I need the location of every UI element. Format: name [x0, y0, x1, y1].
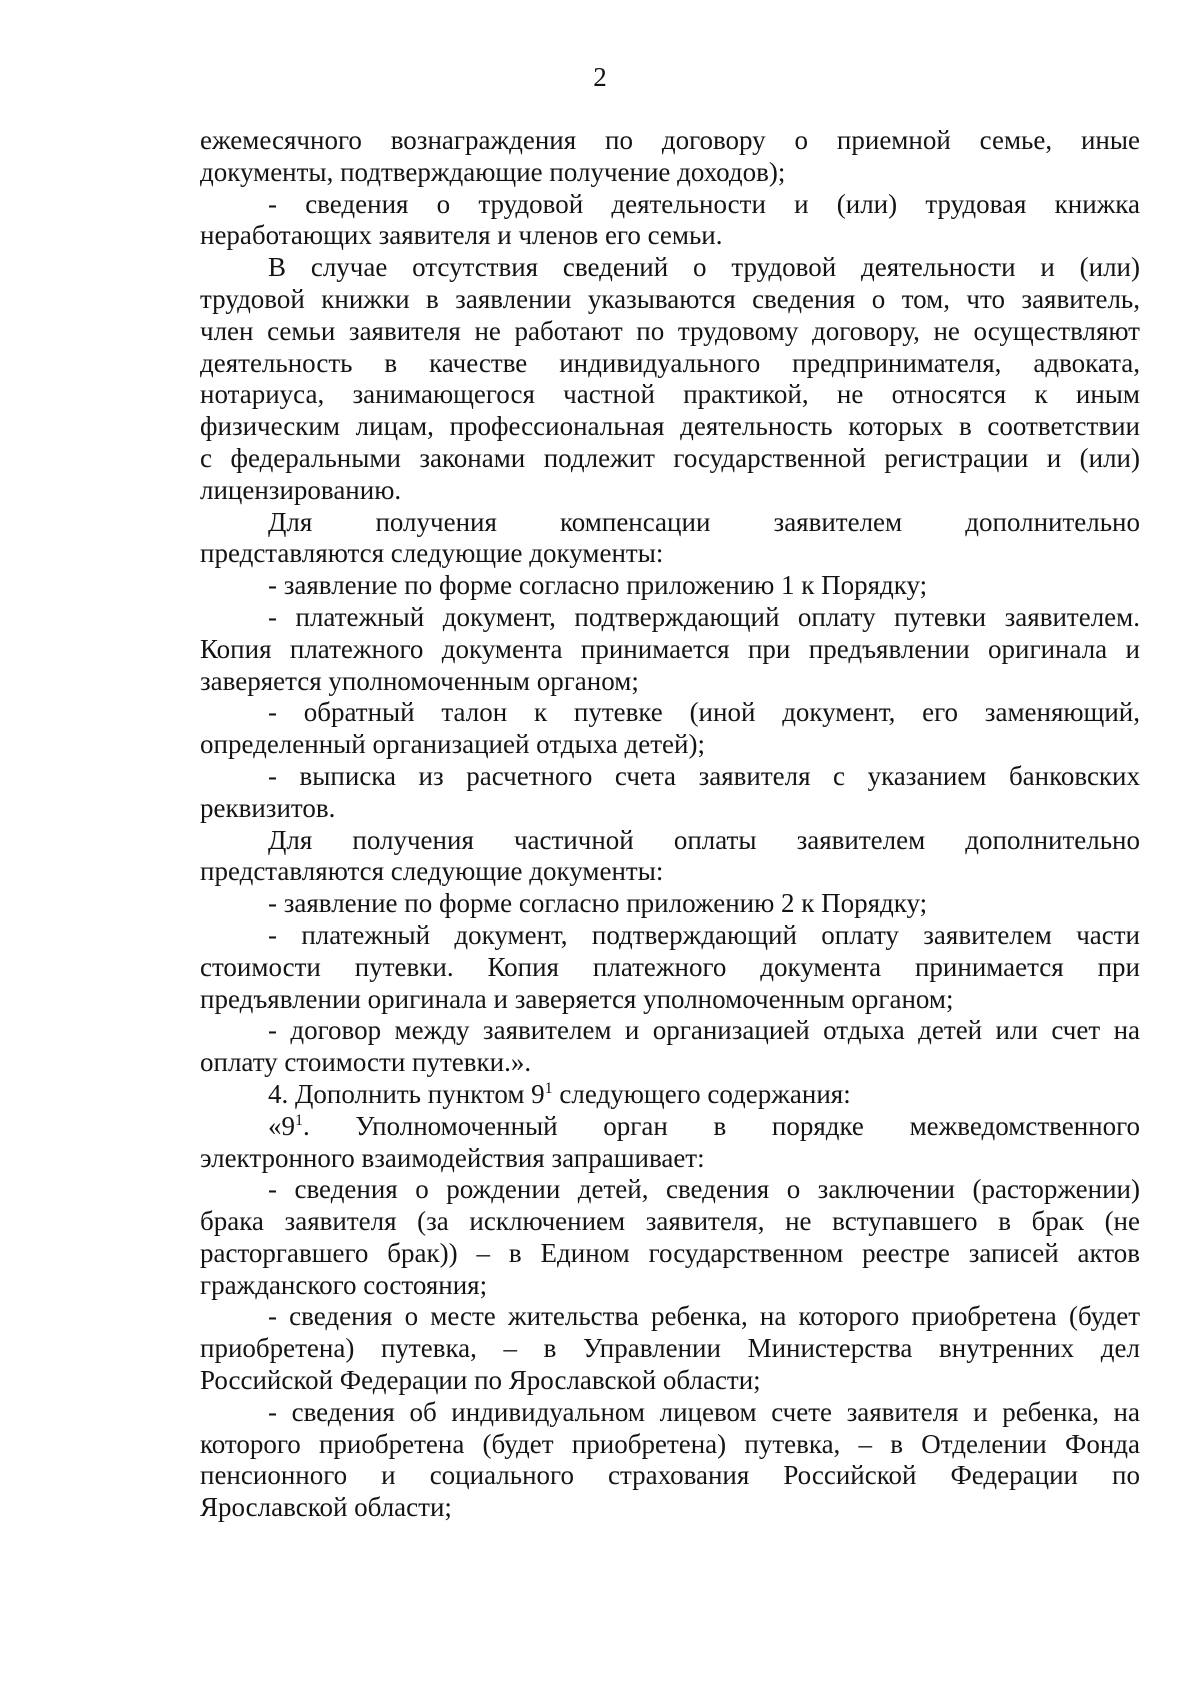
paragraph-line: представляются следующие документы: — [200, 856, 664, 887]
paragraph-line: В случае отсутствия сведений о трудовой деятельности и (или) — [268, 252, 1140, 283]
paragraph-line: документы, подтверждающие получение доходов); — [200, 156, 786, 187]
item-9-1-paragraph-line2: электронного взаимодействия запрашивает: — [200, 1142, 705, 1173]
paragraph-line: - заявление по форме согласно приложению 1 к Порядку; — [268, 570, 928, 601]
paragraph-line: - сведения об индивидуальном лицевом счете заявителя и ребенка, на — [268, 1396, 1140, 1427]
paragraph-line: лицензированию. — [200, 474, 402, 505]
item-9-1-paragraph-line1 — [200, 1111, 1140, 1143]
item-9-1-text-b: . Уполномоченный орган в порядке межведомственного — [303, 1110, 1140, 1141]
item-4-superscript: 1 — [544, 1079, 553, 1097]
paragraph-line: реквизитов. — [200, 792, 336, 823]
paragraph-line: пенсионного и социального страхования Российской Федерации по — [200, 1460, 1140, 1491]
paragraph-line: которого приобретена (будет приобретена) путевка, – в Отделении Фонда — [200, 1428, 1140, 1459]
item-4-paragraph — [200, 1079, 1140, 1111]
paragraph-line: Ярославской области; — [200, 1492, 452, 1523]
paragraph-line: физическим лицам, профессиональная деятельность которых в соответствии — [200, 411, 1140, 442]
paragraph-line: - платежный документ, подтверждающий оплату заявителем части — [268, 919, 1140, 950]
paragraph-line: - сведения о рождении детей, сведения о заключении (расторжении) — [268, 1174, 1140, 1205]
paragraph-line: стоимости путевки. Копия платежного документа принимается при — [200, 951, 1140, 982]
paragraph-line: заверяется уполномоченным органом; — [200, 665, 639, 696]
paragraph-line: представляются следующие документы: — [200, 538, 664, 569]
item-9-1-superscript: 1 — [295, 1111, 303, 1129]
paragraph-line: трудовой книжки в заявлении указываются сведения о том, что заявитель, — [200, 283, 1140, 314]
paragraph-line: - сведения о месте жительства ребенка, на которого приобретена (будет — [268, 1301, 1140, 1332]
paragraph-line: ежемесячного вознаграждения по договору о приемной семье, иные — [200, 125, 1140, 155]
paragraph-line: приобретена) путевка, – в Управлении Министерства внутренних дел — [200, 1333, 1140, 1364]
paragraph-line: член семьи заявителя не работают по трудовому договору, не осуществляют — [200, 315, 1140, 346]
paragraph-line: гражданского состояния; — [200, 1269, 488, 1300]
item-4-text-a: 4. Дополнить пунктом 9 — [268, 1078, 545, 1109]
tail-paragraphs-section — [200, 1174, 1140, 1524]
paragraph-line: - договор между заявителем и организацией отдыха детей или счет на — [268, 1015, 1140, 1046]
paragraph-line: - платежный документ, подтверждающий оплату путевки заявителем. — [268, 601, 1140, 632]
paragraph-line: деятельность в качестве индивидуального предпринимателя, адвоката, — [200, 347, 1140, 378]
item-9-1-text-a: «9 — [268, 1110, 295, 1141]
item-4-text-b: следующего содержания: — [552, 1078, 851, 1109]
paragraph-line: - заявление по форме согласно приложению 2 к Порядку; — [268, 888, 928, 919]
paragraph-line: - выписка из расчетного счета заявителя с указанием банковских — [268, 760, 1140, 791]
paragraphs-section — [200, 125, 1140, 1079]
page-number: 2 — [593, 62, 607, 92]
paragraph-line: определенный организацией отдыха детей); — [200, 729, 705, 760]
paragraph-line: неработающих заявителя и членов его семьи. — [200, 220, 723, 251]
paragraph-line: расторгавшего брак)) – в Едином государственном реестре записей актов — [200, 1237, 1140, 1268]
paragraph-line: с федеральными законами подлежит государственной регистрации и (или) — [200, 442, 1140, 473]
paragraph-line: брака заявителя (за исключением заявителя, не вступавшего в брак (не — [200, 1206, 1140, 1237]
paragraph-line: Российской Федерации по Ярославской области; — [200, 1365, 761, 1396]
paragraph-line: - сведения о трудовой деятельности и (или) трудовая книжка — [268, 188, 1140, 219]
paragraph-line: - обратный талон к путевке (иной документ, его заменяющий, — [268, 697, 1140, 728]
paragraph-line: предъявлении оригинала и заверяется уполномоченным органом; — [200, 983, 954, 1014]
paragraph-line: оплату стоимости путевки.». — [200, 1047, 532, 1078]
document-body — [200, 125, 1140, 1524]
paragraph-line: Для получения компенсации заявителем дополнительно — [268, 506, 1140, 537]
paragraph-line: Копия платежного документа принимается при предъявлении оригинала и — [200, 633, 1140, 664]
paragraph-line: Для получения частичной оплаты заявителем дополнительно — [268, 824, 1140, 855]
paragraph-line: нотариуса, занимающегося частной практикой, не относятся к иным — [200, 379, 1140, 410]
